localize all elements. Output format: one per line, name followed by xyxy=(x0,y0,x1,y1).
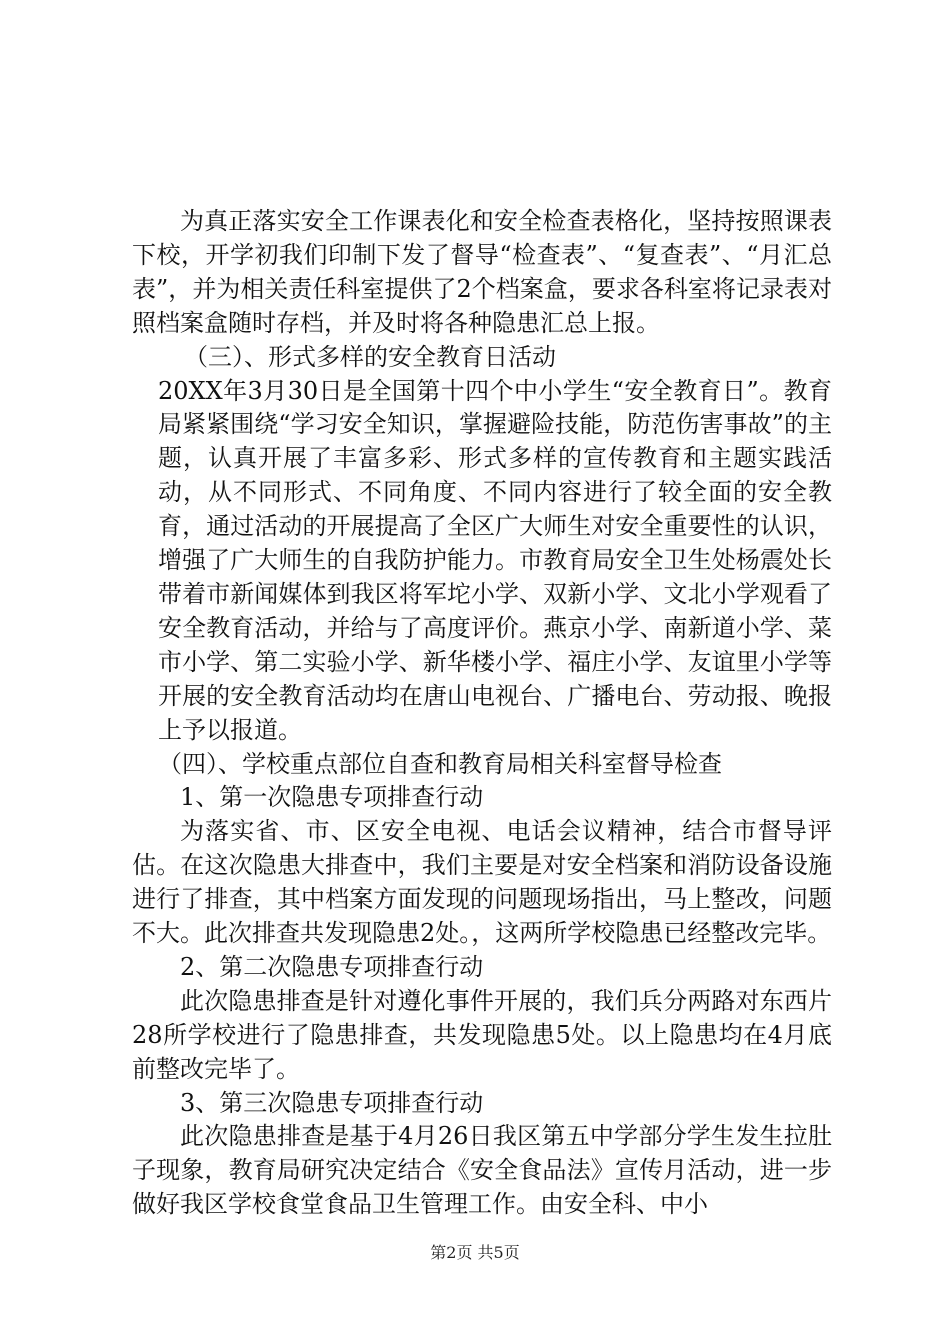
subheading-inspection-2: 2、第二次隐患专项排查行动 xyxy=(180,952,484,981)
paragraph-checklist-archiving: 为真正落实安全工作课表化和安全检查表格化，坚持按照课表下校，开学初我们印制下发了督导“检查表”、“复查表”、“月汇总表”，并为相关责任科室提供了2个档案盒，要求各科室将记录表对照档案盒随时存档，并及时将各种隐患汇总上报。 xyxy=(132,207,832,337)
subheading-inspection-3: 3、第三次隐患专项排查行动 xyxy=(180,1088,484,1117)
subheading-inspection-1: 1、第一次隐患专项排查行动 xyxy=(180,783,484,812)
paragraph-inspection-1: 为落实省、市、区安全电视、电话会议精神，结合市督导评估。在这次隐患大排查中，我们主要是对安全档案和消防设备设施进行了排查，其中档案方面发现的问题现场指出，马上整改，问题不大。此次排查共发现隐患2处。，这两所学校隐患已经整改完毕。 xyxy=(132,817,832,948)
document-body xyxy=(132,205,832,1222)
paragraph-inspection-2: 此次隐患排查是针对遵化事件开展的，我们兵分两路对东西片28所学校进行了隐患排查，共发现隐患5处。以上隐患均在4月底前整改完毕了。 xyxy=(132,986,832,1083)
section-heading-3: （三）、形式多样的安全教育日活动 xyxy=(184,342,556,371)
paragraph-safety-education-day: 20XX年3月30日是全国第十四个中小学生“安全教育日”。教育局紧紧围绕“学习安全知识，掌握避险技能，防范伤害事故”的主题，认真开展了丰富多彩、形式多样的宣传教育和主题实践活动，从不同形式、不同角度、不同内容进行了较全面的安全教育，通过活动的开展提高了全区广大师生对安全重要性的认识，增强了广大师生的自我防护能力。市教育局安全卫生处杨震处长带着市新闻媒体到我区将军坨小学、双新小学、文北小学观看了安全教育活动，并给与了高度评价。燕京小学、南新道小学、菜市小学、第二实验小学、新华楼小学、福庄小学、友谊里小学等开展的安全教育活动均在唐山电视台、广播电台、劳动报、晚报上予以报道。 xyxy=(158,376,832,744)
section-heading-4: （四）、学校重点部位自查和教育局相关科室督导检查 xyxy=(158,749,722,778)
paragraph-inspection-3: 此次隐患排查是基于4月26日我区第五中学部分学生发生拉肚子现象，教育局研究决定结合《安全食品法》宣传月活动，进一步做好我区学校食堂食品卫生管理工作。由安全科、中小 xyxy=(132,1122,832,1219)
page-number-footer: 第2页 共5页 xyxy=(430,1243,520,1262)
